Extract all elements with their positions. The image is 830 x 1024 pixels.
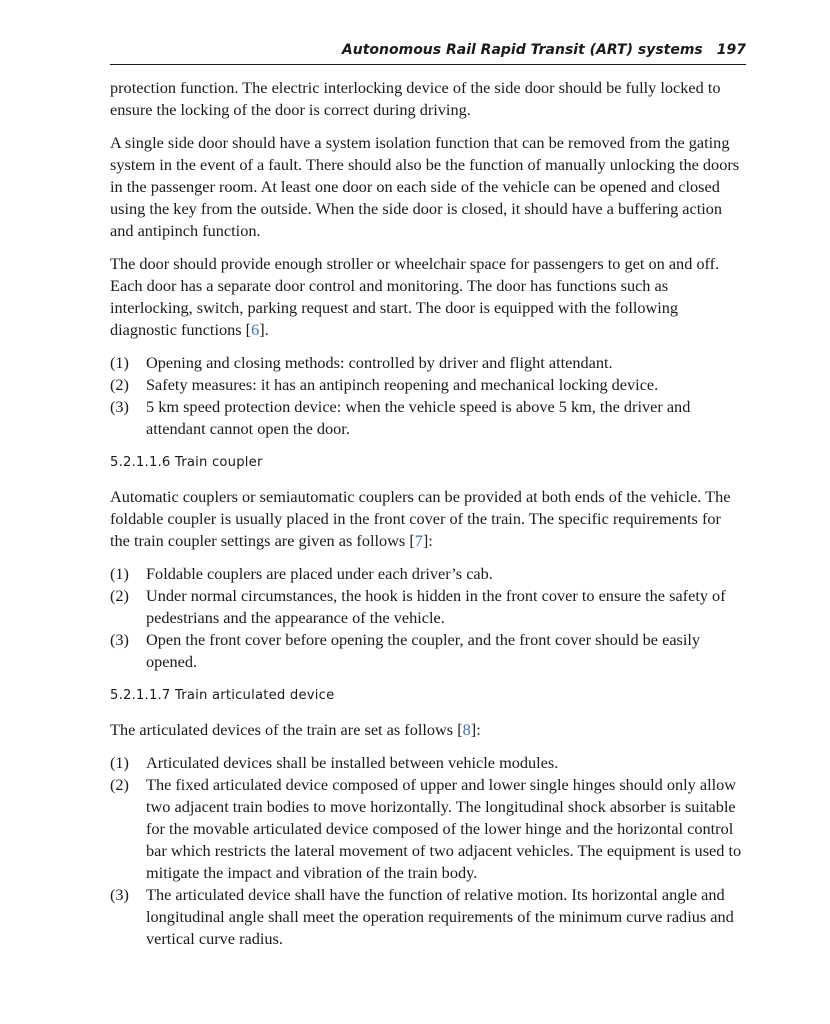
list-door-diagnostics (110, 352, 742, 440)
citation-link[interactable]: 8 (462, 720, 471, 739)
list-item: (2) Under normal circumstances, the hook is hidden in the front cover to ensure the safety of pedestrians and the appearance of the vehicle. (110, 586, 726, 627)
paragraph-coupler: Automatic couplers or semiautomatic couplers can be provided at both ends of the vehicle. The foldable coupler is usually placed in the front cover of the train. The specific requirements for the train coupler settings are given as follows [7]: (110, 487, 731, 550)
paragraph-articulated: The articulated devices of the train are set as follows [8]: (110, 720, 481, 739)
page-number: 197 (716, 42, 746, 58)
paragraph-door-diagnostics: The door should provide enough stroller or wheelchair space for passengers to get on and off. Each door has a separate door control and monitoring. The door has functions such as interlocking, switch, parking request and start. The door is equipped with the following diagnostic functions [6]. (110, 254, 720, 339)
running-header (110, 40, 746, 65)
list-item: (2) Safety measures: it has an antipinch reopening and mechanical locking device. (110, 375, 659, 394)
list-coupler-requirements (110, 563, 742, 673)
list-articulated-requirements (110, 752, 742, 950)
list-item: (3) 5 km speed protection device: when the vehicle speed is above 5 km, the driver and attendant cannot open the door. (110, 397, 691, 438)
citation-link[interactable]: 6 (251, 320, 260, 339)
list-item: (1) Articulated devices shall be installed between vehicle modules. (110, 753, 559, 772)
running-title: Autonomous Rail Rapid Transit (ART) systems (341, 42, 703, 58)
list-item: (3) Open the front cover before opening the coupler, and the front cover should be easily opened. (110, 630, 701, 671)
paragraph-door-locking: protection function. The electric interlocking device of the side door should be fully locked to ensure the locking of the door is correct during driving. (110, 78, 721, 119)
section-heading-train-coupler: 5.2.1.1.6 Train coupler (110, 455, 263, 470)
list-item: (2) The fixed articulated device composed of upper and lower single hinges should only allow two adjacent train bodies to move horizontally. The longitudinal shock absorber is suitable for the movable articulated device composed of the lower hinge and the horizontal control bar which restricts the lateral movement of two adjacent vehicles. The equipment is used to mitigate the impact and vibration of the train body. (110, 775, 742, 882)
page-body (110, 77, 742, 961)
paragraph-isolation-function: A single side door should have a system isolation function that can be removed from the gating system in the event of a fault. There should also be the function of manually unlocking the doors in the passenger room. At least one door on each side of the vehicle can be opened and closed using the key from the outside. When the side door is closed, it should have a buffering action and antipinch function. (110, 133, 740, 240)
list-item: (3) The articulated device shall have the function of relative motion. Its horizontal angle and longitudinal angle shall meet the operation requirements of the minimum curve radius and vertical curve radius. (110, 885, 734, 948)
citation-link[interactable]: 7 (414, 531, 423, 550)
section-heading-articulated-device: 5.2.1.1.7 Train articulated device (110, 688, 335, 703)
list-item: (1) Opening and closing methods: controlled by driver and flight attendant. (110, 353, 613, 372)
list-item: (1) Foldable couplers are placed under each driver’s cab. (110, 564, 493, 583)
